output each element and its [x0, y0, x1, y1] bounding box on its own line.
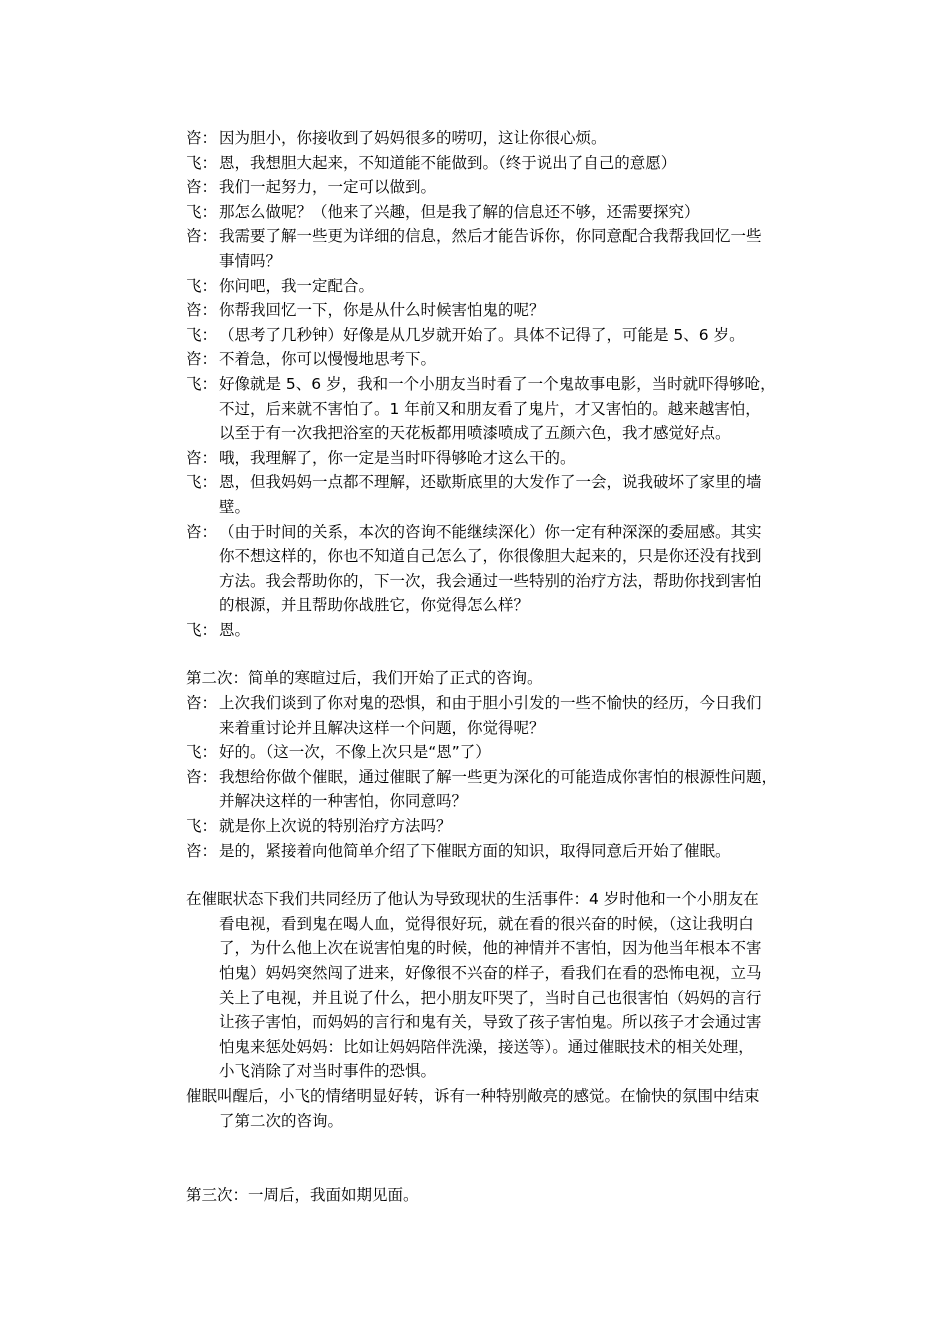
speaker-label: 咨：: [186, 841, 218, 860]
dialogue-line: [186, 372, 826, 446]
dialogue-text: （由于时间的关系，本次的咨询不能继续深化）你一定有种深深的委屈感。其实 你不想这样的，你也不知道自己怎么了，你很像胆大起来的，只是你还没有找到 方法。我会帮助你的，下一次，我会通过一些特别的治疗方法，帮助你找到害怕 的根源，并且帮助你战胜它，你觉得怎么样？: [219, 522, 762, 615]
dialogue-line: [186, 446, 826, 471]
speaker-label: 飞：: [186, 153, 218, 172]
dialogue-line: [186, 814, 826, 839]
dialogue-line: [186, 151, 826, 176]
dialogue-text: 恩，但我妈妈一点都不理解，还歇斯底里的大发作了一会，说我破坏了家里的墙 壁。: [219, 473, 762, 516]
spacer: [186, 1133, 826, 1183]
dialogue-line: [186, 347, 826, 372]
speaker-label: 咨：: [186, 350, 218, 369]
dialogue-line: [186, 470, 826, 519]
dialogue-text: 我们一起努力，一定可以做到。: [219, 178, 437, 197]
speaker-label: 咨：: [186, 227, 218, 246]
dialogue-line: [186, 520, 826, 618]
dialogue-line: [186, 691, 826, 740]
dialogue-line: [186, 224, 826, 273]
dialogue-text: 哦，我理解了，你一定是当时吓得够呛才这么干的。: [219, 448, 576, 467]
dialogue-text: 因为胆小，你接收到了妈妈很多的唠叨，这让你很心烦。: [219, 129, 607, 147]
dialogue-text: 好的。（这一次，不像上次只是“恩”了）: [219, 743, 491, 762]
speaker-label: 咨：: [186, 301, 218, 320]
section-heading-second: 第二次：简单的寒暄过后，我们开始了正式的咨询。: [186, 669, 543, 688]
dialogue-line: [186, 200, 826, 225]
dialogue-text: 好像就是 5、6 岁，我和一个小朋友当时看了一个鬼故事电影，当时就吓得够呛， 不过，后来就不害怕了。1 年前又和朋友看了鬼片，才又害怕的。越来越害怕， 以至于有一次我把浴室的天花板都用喷漆喷成了五颜六色，我才感觉好点。: [219, 374, 776, 443]
dialogue-line: [186, 298, 826, 323]
speaker-label: 咨：: [186, 448, 218, 467]
dialogue-block-2: [186, 691, 826, 863]
dialogue-text: 是的，紧接着向他简单介绍了下催眠方面的知识，取得同意后开始了催眠。: [219, 841, 731, 860]
dialogue-text: 我想给你做个催眠，通过催眠了解一些更为深化的可能造成你害怕的根源性问题， 并解决这样的一种害怕，你同意吗？: [219, 767, 778, 811]
dialogue-text: 不着急，你可以慢慢地思考下。: [219, 350, 437, 369]
document-page: [186, 126, 826, 1208]
speaker-label: 咨：: [186, 767, 218, 786]
speaker-label: 飞：: [186, 620, 218, 639]
hypnosis-paragraph: 在催眠状态下我们共同经历了他认为导致现状的生活事件：4 岁时他和一个小朋友在 看电视，看到鬼在喝人血，觉得很好玩，就在看的很兴奋的时候，（这让我明白 了，为什么他上次在说害怕鬼的时候，他的神情并不害怕，因为他当年根本不害 怕鬼）妈妈突然闯了进来，好像很不兴奋的样子，看我们在看的恐怖电视，立马 关上了电视，并且说了什么，把小朋友吓哭了，当时自己也很害怕（妈妈的言行 让孩子害怕，而妈妈的言行和鬼有关，导致了孩子害怕鬼。所以孩子才会通过害 怕鬼来惩处妈妈：比如让妈妈陪伴洗澡，接送等）。通过催眠技术的相关处理， 小飞消除了对当时事件的恐惧。: [186, 890, 762, 1081]
spacer: [186, 863, 826, 887]
dialogue-line: [186, 175, 826, 200]
wake-paragraph: 催眠叫醒后，小飞的情绪明显好转，诉有一种特别敞亮的感觉。在愉快的氛围中结束 了第二次的咨询。: [186, 1086, 760, 1130]
dialogue-line: [186, 618, 826, 643]
speaker-label: 咨：: [186, 694, 218, 713]
speaker-label: 咨：: [186, 178, 218, 197]
speaker-label: 咨：: [186, 522, 218, 541]
dialogue-text: 我需要了解一些更为详细的信息，然后才能告诉你，你同意配合我帮我回忆一些 事情吗？: [219, 227, 762, 270]
dialogue-block-1: [186, 126, 826, 642]
speaker-label: 飞：: [186, 473, 218, 492]
dialogue-text: 恩，我想胆大起来，不知道能不能做到。（终于说出了自己的意愿）: [219, 153, 677, 172]
dialogue-line: [186, 126, 826, 151]
dialogue-text: 你问吧，我一定配合。: [219, 276, 375, 295]
dialogue-line: [186, 323, 826, 348]
spacer: [186, 642, 826, 666]
speaker-label: 飞：: [186, 202, 218, 221]
speaker-label: 飞：: [186, 374, 218, 393]
speaker-label: 飞：: [186, 817, 218, 836]
section-heading-third: 第三次：一周后，我面如期见面。: [186, 1186, 419, 1205]
dialogue-line: [186, 740, 826, 765]
dialogue-text: 就是你上次说的特别治疗方法吗？: [219, 817, 452, 836]
dialogue-line: [186, 839, 826, 864]
speaker-label: 飞：: [186, 743, 218, 762]
dialogue-line: [186, 274, 826, 299]
dialogue-text: 那怎么做呢？（他来了兴趣，但是我了解的信息还不够，还需要探究）: [219, 202, 700, 221]
speaker-label: 咨：: [186, 129, 218, 147]
dialogue-text: 恩。: [219, 620, 251, 639]
dialogue-text: 你帮我回忆一下，你是从什么时候害怕鬼的呢？: [219, 301, 545, 320]
dialogue-text: （思考了几秒钟）好像是从几岁就开始了。具体不记得了，可能是 5、6 岁。: [219, 325, 745, 344]
dialogue-line: [186, 765, 826, 814]
dialogue-text: 上次我们谈到了你对鬼的恐惧，和由于胆小引发的一些不愉快的经历，今日我们 来着重讨论并且解决这样一个问题，你觉得呢？: [219, 694, 762, 737]
speaker-label: 飞：: [186, 276, 218, 295]
speaker-label: 飞：: [186, 325, 218, 344]
